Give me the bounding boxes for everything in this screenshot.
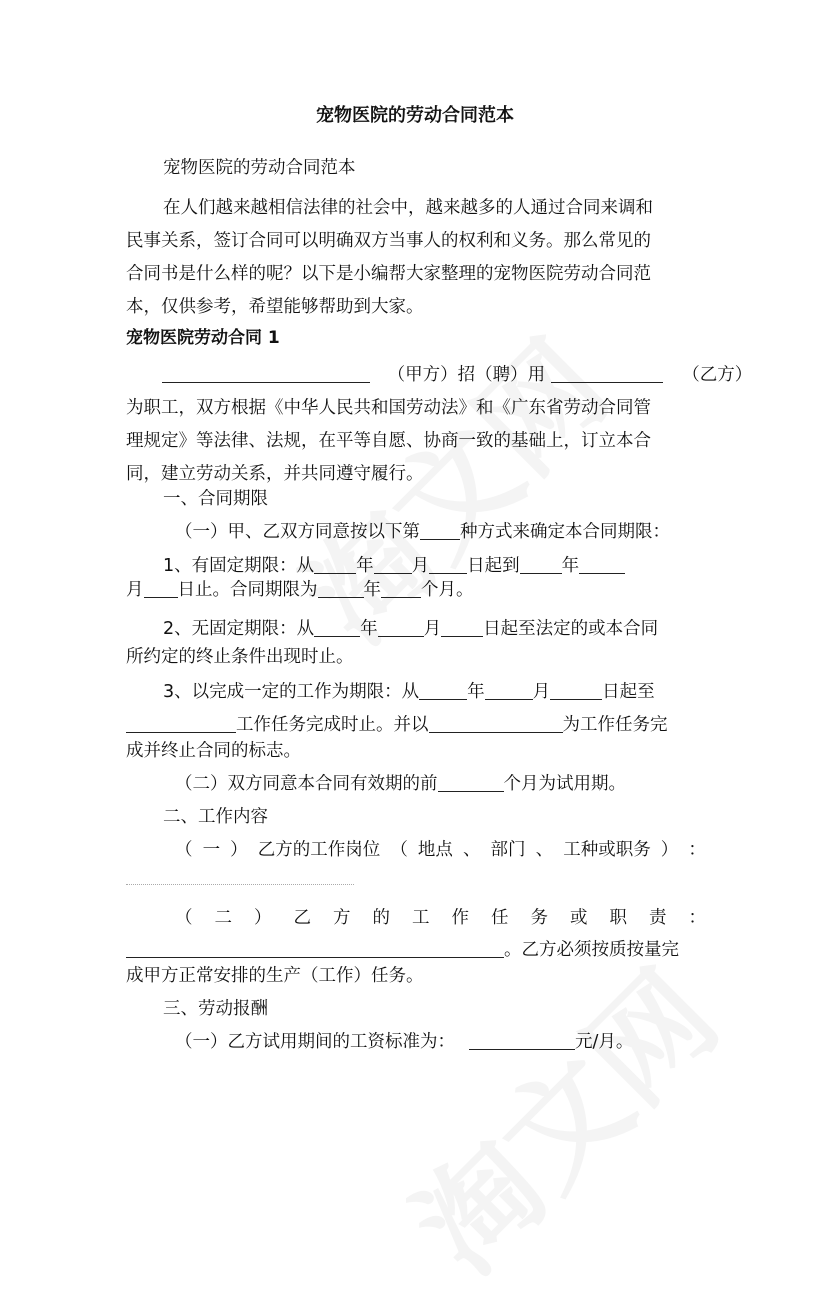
task-blank[interactable] — [126, 714, 236, 733]
token: ： — [688, 908, 706, 928]
work-duty-line-2 — [126, 938, 706, 962]
work-duty-line-3: 成甲方正常安排的生产（工作）任务。 — [126, 966, 424, 986]
term-method-label: 种方式来确定本合同期限： — [460, 522, 670, 542]
term-method-line — [175, 520, 706, 544]
subtitle: 宠物医院的劳动合同范本 — [163, 158, 356, 178]
work-duty-line — [175, 906, 706, 930]
fixed-term-line — [163, 554, 706, 578]
token: 、 — [462, 840, 481, 860]
start-label: 日起到 — [467, 556, 520, 576]
token: ： — [688, 840, 706, 860]
year-label: 年 — [561, 556, 580, 576]
section-3-heading: 三、劳动报酬 — [163, 999, 268, 1019]
date-blank[interactable] — [520, 555, 562, 574]
wage-label: 元/月。 — [575, 1032, 634, 1052]
token: 务 — [530, 908, 548, 928]
year-label: 年 — [467, 682, 485, 702]
token: ） — [230, 840, 248, 860]
party-line — [126, 363, 753, 387]
intro-line: 本，仅供参考，希望能够帮助到大家。 — [126, 297, 424, 317]
document-title: 宠物医院的劳动合同范本 — [316, 105, 514, 126]
task-term-line — [163, 680, 706, 704]
open-term-line-2: 所约定的终止条件出现时止。 — [126, 647, 354, 667]
month-label: 月 — [532, 682, 551, 702]
month-label: 月 — [423, 619, 442, 639]
open-term-label: 日起至法定的或本合同 — [483, 619, 659, 639]
probation-line — [175, 772, 706, 796]
date-blank[interactable] — [429, 555, 467, 574]
token: 地点 — [417, 840, 453, 860]
open-term-line — [163, 617, 706, 641]
token: 二 — [214, 908, 232, 928]
months-label: 个月。 — [421, 580, 474, 600]
token: 一 — [202, 840, 221, 860]
duty-blank[interactable] — [126, 939, 504, 958]
token: 乙方的工作岗位 — [257, 840, 381, 860]
date-blank[interactable] — [374, 555, 412, 574]
date-blank[interactable] — [314, 555, 356, 574]
position-blank[interactable] — [126, 884, 354, 885]
employer-label: （甲方）招（聘）用 — [387, 365, 546, 385]
wage-label: （一）乙方试用期间的工资标准为： — [175, 1032, 455, 1052]
token: 职 — [609, 908, 627, 928]
employer-blank[interactable] — [162, 364, 370, 383]
task-term-label: 日起至 — [602, 682, 655, 702]
date-blank[interactable] — [144, 579, 178, 598]
token: 任 — [491, 908, 509, 928]
work-position-line — [175, 838, 706, 862]
preamble-line: 同，建立劳动关系，并共同遵守履行。 — [126, 464, 424, 484]
preamble-line: 理规定》等法律、法规，在平等自愿、协商一致的基础上，订立本合 — [126, 431, 651, 451]
preamble-line: 为职工，双方根据《中华人民共和国劳动法》和《广东省劳动合同管 — [126, 398, 651, 418]
date-blank[interactable] — [314, 618, 360, 637]
year-label: 年 — [363, 580, 381, 600]
token: （ — [175, 840, 193, 860]
section-1-heading: 一、合同期限 — [163, 489, 268, 509]
task-term-label: 3、以完成一定的工作为期限：从 — [163, 682, 420, 702]
token: （ — [175, 908, 193, 928]
intro-line: 合同书是什么样的呢？以下是小编帮大家整理的宠物医院劳动合同范 — [126, 264, 651, 284]
token: ） — [660, 840, 679, 860]
fixed-term-line-2 — [126, 578, 706, 602]
month-label: 月 — [411, 556, 430, 576]
date-blank[interactable] — [441, 618, 483, 637]
task-term-label: 为工作任务完 — [562, 715, 668, 735]
probation-label: （二）双方同意本合同有效期的前 — [175, 774, 438, 794]
token: 、 — [535, 840, 554, 860]
year-label: 年 — [360, 619, 378, 639]
date-blank[interactable] — [579, 555, 625, 574]
token: 方 — [333, 908, 351, 928]
year-label: 年 — [356, 556, 374, 576]
wage-line — [175, 1030, 706, 1054]
task-term-line-2 — [126, 713, 706, 737]
duty-label: 。乙方必须按质按量完 — [504, 940, 679, 960]
section-2-heading: 二、工作内容 — [163, 807, 268, 827]
token: ） — [254, 908, 272, 928]
employee-label: （乙方） — [682, 365, 753, 385]
probation-blank[interactable] — [438, 773, 504, 792]
token: 的 — [372, 908, 390, 928]
task-blank[interactable] — [429, 714, 563, 733]
token: 工 — [412, 908, 430, 928]
token: 责 — [649, 908, 667, 928]
probation-label: 个月为试用期。 — [503, 774, 626, 794]
wage-blank[interactable] — [469, 1031, 575, 1050]
date-blank[interactable] — [550, 681, 602, 700]
task-term-label: 工作任务完成时止。并以 — [236, 715, 429, 735]
token: 作 — [451, 908, 469, 928]
fixed-term-label: 1、有固定期限：从 — [163, 556, 315, 576]
task-term-line-3: 成并终止合同的标志。 — [126, 741, 301, 761]
token: 乙 — [293, 908, 311, 928]
term-method-label: （一）甲、乙双方同意按以下第 — [175, 522, 420, 542]
date-blank[interactable] — [419, 681, 467, 700]
intro-line: 在人们越来越相信法律的社会中，越来越多的人通过合同来调和 — [163, 198, 653, 218]
date-blank[interactable] — [485, 681, 533, 700]
open-term-label: 2、无固定期限：从 — [163, 619, 315, 639]
token: 工种或职务 — [563, 840, 651, 860]
duration-blank[interactable] — [381, 579, 421, 598]
intro-line: 民事关系，签订合同可以明确双方当事人的权利和义务。那么常见的 — [126, 231, 651, 251]
duration-blank[interactable] — [318, 579, 364, 598]
token: 部门 — [490, 840, 526, 860]
section-heading: 宠物医院劳动合同 1 — [126, 328, 280, 348]
end-label: 日止。合同期限为 — [177, 580, 318, 600]
token: （ — [390, 840, 408, 860]
method-blank[interactable] — [420, 521, 460, 540]
token: 或 — [570, 908, 588, 928]
employee-blank[interactable] — [551, 364, 663, 383]
date-blank[interactable] — [378, 618, 424, 637]
month-label: 月 — [126, 580, 144, 600]
